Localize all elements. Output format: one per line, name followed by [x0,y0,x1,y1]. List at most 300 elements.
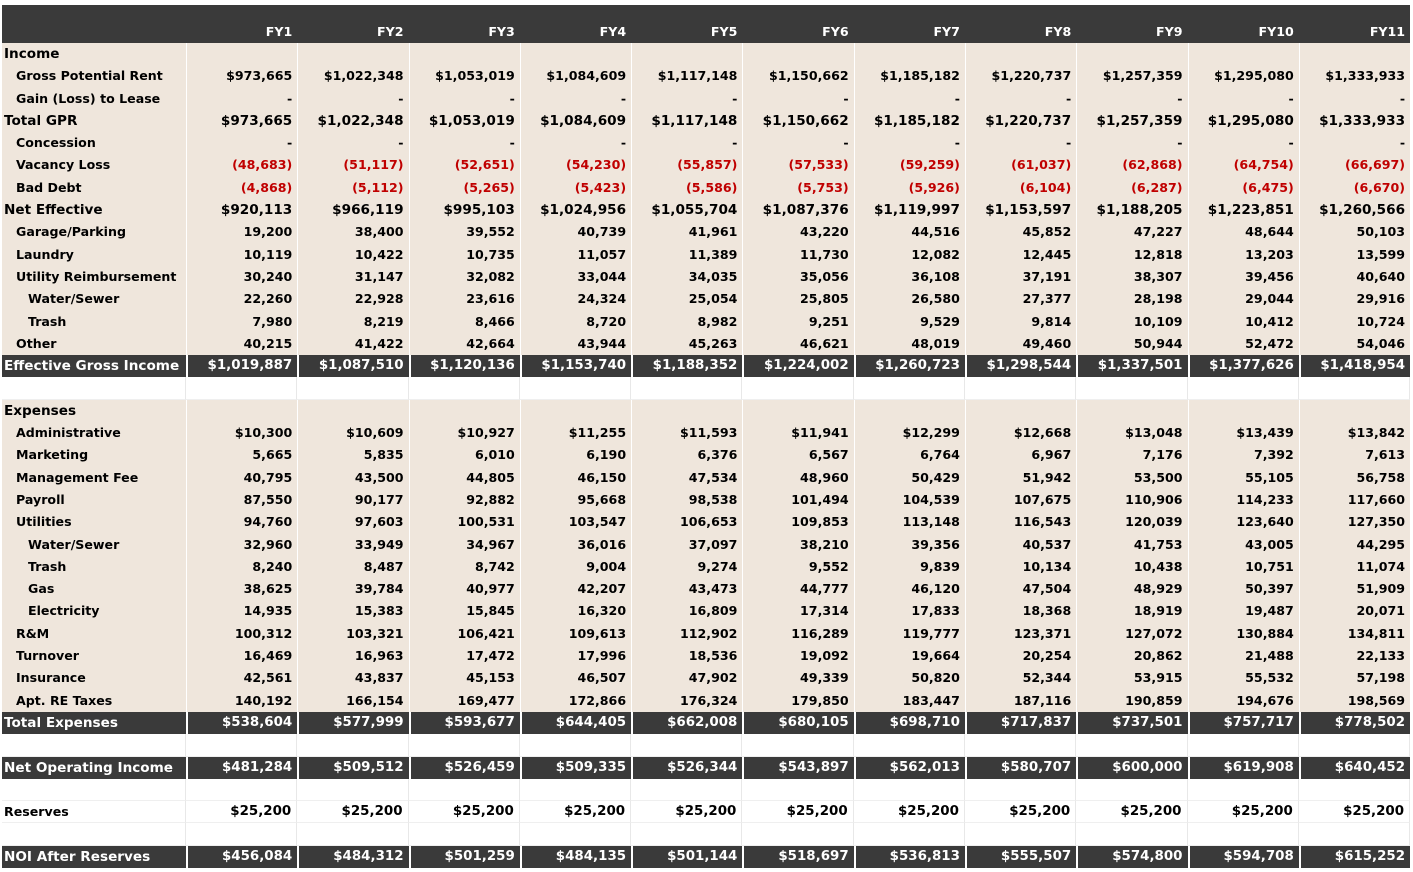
value-cell-fy2[interactable]: $966,119 [297,199,408,221]
value-cell-fy9[interactable]: (6,287) [1076,177,1187,199]
value-cell-fy7[interactable]: 48,019 [854,333,965,355]
value-cell-fy8[interactable]: 40,537 [965,534,1076,556]
value-cell-fy11[interactable]: 57,198 [1299,667,1410,689]
value-cell-fy9[interactable]: 18,919 [1076,600,1187,622]
value-cell-fy8[interactable]: 107,675 [965,489,1076,511]
value-cell-fy2[interactable] [297,43,408,65]
value-cell-fy1[interactable] [186,377,297,399]
value-cell-fy2[interactable]: 41,422 [297,333,408,355]
value-cell-fy1[interactable]: $481,284 [186,757,297,779]
value-cell-fy8[interactable]: 52,344 [965,667,1076,689]
value-cell-fy10[interactable]: (64,754) [1188,154,1299,176]
value-cell-fy8[interactable]: - [965,132,1076,154]
row-label[interactable]: R&M [16,625,50,641]
value-cell-fy6[interactable]: (57,533) [742,154,853,176]
value-cell-fy4[interactable]: 6,190 [520,444,631,466]
value-cell-fy3[interactable]: $593,677 [409,712,520,734]
value-cell-fy6[interactable]: 49,339 [742,667,853,689]
value-cell-fy2[interactable]: 43,500 [297,467,408,489]
value-cell-fy2[interactable]: $25,200 [297,801,408,823]
value-cell-fy1[interactable]: 30,240 [186,266,297,288]
value-cell-fy11[interactable]: 54,046 [1299,333,1410,355]
value-cell-fy1[interactable] [186,400,297,422]
value-cell-fy8[interactable]: 49,460 [965,333,1076,355]
value-cell-fy11[interactable] [1299,400,1410,422]
value-cell-fy4[interactable] [520,823,631,845]
value-cell-fy4[interactable]: 33,044 [520,266,631,288]
value-cell-fy2[interactable] [297,400,408,422]
value-cell-fy11[interactable]: $1,418,954 [1299,355,1410,377]
column-header-fy5[interactable]: FY5 [710,24,738,39]
value-cell-fy6[interactable]: 48,960 [742,467,853,489]
value-cell-fy8[interactable] [965,400,1076,422]
row-label[interactable]: Total Expenses [2,712,186,734]
value-cell-fy2[interactable]: 90,177 [297,489,408,511]
value-cell-fy10[interactable]: - [1188,88,1299,110]
value-cell-fy1[interactable]: $10,300 [186,422,297,444]
value-cell-fy8[interactable]: $1,153,597 [965,199,1076,221]
value-cell-fy2[interactable]: - [297,88,408,110]
value-cell-fy3[interactable]: $1,053,019 [409,65,520,87]
value-cell-fy7[interactable]: 9,529 [854,311,965,333]
value-cell-fy1[interactable]: 7,980 [186,311,297,333]
value-cell-fy10[interactable]: $1,295,080 [1188,110,1299,132]
value-cell-fy7[interactable]: 104,539 [854,489,965,511]
value-cell-fy11[interactable]: $1,333,933 [1299,110,1410,132]
value-cell-fy8[interactable]: 45,852 [965,221,1076,243]
value-cell-fy2[interactable]: 8,487 [297,556,408,578]
value-cell-fy2[interactable]: 10,422 [297,244,408,266]
value-cell-fy8[interactable]: $580,707 [965,757,1076,779]
value-cell-fy1[interactable]: 8,240 [186,556,297,578]
value-cell-fy10[interactable]: 55,532 [1188,667,1299,689]
value-cell-fy5[interactable] [631,734,742,756]
value-cell-fy9[interactable]: 190,859 [1076,690,1187,712]
value-cell-fy11[interactable]: 10,724 [1299,311,1410,333]
value-cell-fy5[interactable]: 45,263 [631,333,742,355]
value-cell-fy9[interactable]: 53,500 [1076,467,1187,489]
value-cell-fy11[interactable]: 7,613 [1299,444,1410,466]
value-cell-fy1[interactable]: 94,760 [186,511,297,533]
value-cell-fy4[interactable]: 42,207 [520,578,631,600]
value-cell-fy2[interactable]: 31,147 [297,266,408,288]
value-cell-fy11[interactable]: 20,071 [1299,600,1410,622]
value-cell-fy10[interactable]: 48,644 [1188,221,1299,243]
value-cell-fy11[interactable]: 56,758 [1299,467,1410,489]
value-cell-fy5[interactable]: $1,117,148 [631,65,742,87]
value-cell-fy10[interactable]: 114,233 [1188,489,1299,511]
value-cell-fy11[interactable]: $640,452 [1299,757,1410,779]
value-cell-fy9[interactable]: 120,039 [1076,511,1187,533]
value-cell-fy3[interactable]: 42,664 [409,333,520,355]
value-cell-fy8[interactable]: 6,967 [965,444,1076,466]
value-cell-fy1[interactable]: 87,550 [186,489,297,511]
value-cell-fy10[interactable] [1188,377,1299,399]
value-cell-fy6[interactable]: 11,730 [742,244,853,266]
value-cell-fy2[interactable]: 8,219 [297,311,408,333]
value-cell-fy4[interactable]: 17,996 [520,645,631,667]
value-cell-fy8[interactable]: (6,104) [965,177,1076,199]
row-label[interactable]: Concession [16,135,96,151]
value-cell-fy1[interactable] [186,779,297,801]
row-label[interactable]: Other [16,335,57,351]
value-cell-fy9[interactable]: 10,109 [1076,311,1187,333]
value-cell-fy5[interactable]: 6,376 [631,444,742,466]
row-label[interactable]: Gross Potential Rent [16,68,163,84]
value-cell-fy5[interactable] [631,779,742,801]
value-cell-fy5[interactable]: - [631,88,742,110]
value-cell-fy11[interactable]: (6,670) [1299,177,1410,199]
value-cell-fy3[interactable]: - [409,88,520,110]
value-cell-fy2[interactable]: 39,784 [297,578,408,600]
value-cell-fy3[interactable]: 32,082 [409,266,520,288]
value-cell-fy5[interactable]: (5,586) [631,177,742,199]
value-cell-fy2[interactable]: $484,312 [297,846,408,868]
value-cell-fy3[interactable]: 44,805 [409,467,520,489]
value-cell-fy4[interactable]: - [520,132,631,154]
value-cell-fy7[interactable]: 44,516 [854,221,965,243]
value-cell-fy7[interactable]: $562,013 [854,757,965,779]
value-cell-fy8[interactable]: $555,507 [965,846,1076,868]
row-label[interactable] [2,377,186,399]
row-label[interactable]: Insurance [16,670,86,686]
value-cell-fy1[interactable]: 42,561 [186,667,297,689]
value-cell-fy3[interactable]: $995,103 [409,199,520,221]
value-cell-fy7[interactable]: 9,839 [854,556,965,578]
value-cell-fy7[interactable]: - [854,132,965,154]
value-cell-fy11[interactable] [1299,779,1410,801]
row-label[interactable]: Water/Sewer [28,291,120,307]
value-cell-fy8[interactable]: 12,445 [965,244,1076,266]
value-cell-fy5[interactable] [631,823,742,845]
value-cell-fy8[interactable]: 18,368 [965,600,1076,622]
row-label[interactable]: Payroll [16,491,65,507]
value-cell-fy5[interactable]: 16,809 [631,600,742,622]
value-cell-fy3[interactable]: (52,651) [409,154,520,176]
value-cell-fy8[interactable]: 9,814 [965,311,1076,333]
value-cell-fy1[interactable] [186,734,297,756]
value-cell-fy5[interactable]: (55,857) [631,154,742,176]
value-cell-fy8[interactable]: $12,668 [965,422,1076,444]
value-cell-fy4[interactable]: 109,613 [520,623,631,645]
row-label[interactable]: Administrative [16,425,121,441]
value-cell-fy7[interactable] [854,377,965,399]
value-cell-fy7[interactable] [854,734,965,756]
value-cell-fy4[interactable]: - [520,88,631,110]
value-cell-fy9[interactable]: 48,929 [1076,578,1187,600]
value-cell-fy2[interactable]: 15,383 [297,600,408,622]
value-cell-fy4[interactable]: $509,335 [520,757,631,779]
value-cell-fy9[interactable]: $25,200 [1076,801,1187,823]
value-cell-fy11[interactable]: 198,569 [1299,690,1410,712]
value-cell-fy2[interactable]: 33,949 [297,534,408,556]
value-cell-fy6[interactable]: 38,210 [742,534,853,556]
value-cell-fy4[interactable]: $484,135 [520,846,631,868]
value-cell-fy10[interactable] [1188,779,1299,801]
value-cell-fy1[interactable]: 22,260 [186,288,297,310]
value-cell-fy7[interactable]: (5,926) [854,177,965,199]
value-cell-fy8[interactable]: 116,543 [965,511,1076,533]
value-cell-fy2[interactable]: 16,963 [297,645,408,667]
value-cell-fy1[interactable]: $1,019,887 [186,355,297,377]
value-cell-fy3[interactable]: 10,735 [409,244,520,266]
value-cell-fy1[interactable]: 40,795 [186,467,297,489]
row-label[interactable]: Net Effective [4,202,103,219]
value-cell-fy6[interactable]: $543,897 [742,757,853,779]
value-cell-fy8[interactable]: 27,377 [965,288,1076,310]
value-cell-fy3[interactable] [409,400,520,422]
value-cell-fy3[interactable]: 106,421 [409,623,520,645]
value-cell-fy10[interactable]: 13,203 [1188,244,1299,266]
value-cell-fy3[interactable]: 8,742 [409,556,520,578]
value-cell-fy4[interactable]: $1,153,740 [520,355,631,377]
value-cell-fy11[interactable]: 51,909 [1299,578,1410,600]
row-label[interactable]: Net Operating Income [2,757,186,779]
value-cell-fy3[interactable]: $25,200 [409,801,520,823]
value-cell-fy6[interactable]: 44,777 [742,578,853,600]
value-cell-fy1[interactable]: 5,665 [186,444,297,466]
value-cell-fy2[interactable]: 5,835 [297,444,408,466]
value-cell-fy2[interactable] [297,734,408,756]
row-label[interactable]: Apt. RE Taxes [16,692,113,708]
value-cell-fy2[interactable]: $1,022,348 [297,65,408,87]
value-cell-fy8[interactable]: $25,200 [965,801,1076,823]
column-header-fy11[interactable]: FY11 [1369,24,1406,39]
value-cell-fy3[interactable]: 169,477 [409,690,520,712]
value-cell-fy3[interactable] [409,823,520,845]
value-cell-fy11[interactable]: 11,074 [1299,556,1410,578]
value-cell-fy10[interactable]: $757,717 [1188,712,1299,734]
value-cell-fy7[interactable]: 50,820 [854,667,965,689]
value-cell-fy7[interactable] [854,823,965,845]
value-cell-fy2[interactable]: (51,117) [297,154,408,176]
value-cell-fy8[interactable]: 123,371 [965,623,1076,645]
value-cell-fy3[interactable]: 6,010 [409,444,520,466]
value-cell-fy3[interactable]: $526,459 [409,757,520,779]
value-cell-fy5[interactable]: $11,593 [631,422,742,444]
value-cell-fy7[interactable]: (59,259) [854,154,965,176]
value-cell-fy3[interactable]: 39,552 [409,221,520,243]
value-cell-fy3[interactable]: 100,531 [409,511,520,533]
value-cell-fy10[interactable]: (6,475) [1188,177,1299,199]
value-cell-fy10[interactable]: 194,676 [1188,690,1299,712]
value-cell-fy10[interactable]: 43,005 [1188,534,1299,556]
value-cell-fy1[interactable]: (4,868) [186,177,297,199]
value-cell-fy1[interactable]: 14,935 [186,600,297,622]
value-cell-fy9[interactable]: - [1076,88,1187,110]
column-header-fy8[interactable]: FY8 [1044,24,1072,39]
value-cell-fy10[interactable]: $619,908 [1188,757,1299,779]
row-label[interactable]: Laundry [16,246,74,262]
value-cell-fy9[interactable]: $737,501 [1076,712,1187,734]
value-cell-fy2[interactable]: $10,609 [297,422,408,444]
value-cell-fy6[interactable] [742,377,853,399]
value-cell-fy3[interactable]: 34,967 [409,534,520,556]
value-cell-fy4[interactable] [520,734,631,756]
value-cell-fy5[interactable]: 41,961 [631,221,742,243]
value-cell-fy8[interactable]: 47,504 [965,578,1076,600]
row-label[interactable]: Utility Reimbursement [16,268,177,284]
value-cell-fy4[interactable]: 40,739 [520,221,631,243]
value-cell-fy9[interactable]: (62,868) [1076,154,1187,176]
value-cell-fy11[interactable]: $13,842 [1299,422,1410,444]
value-cell-fy10[interactable] [1188,43,1299,65]
value-cell-fy6[interactable] [742,823,853,845]
value-cell-fy7[interactable] [854,779,965,801]
row-label[interactable]: Total GPR [4,112,78,129]
value-cell-fy6[interactable]: 35,056 [742,266,853,288]
row-label[interactable]: Expenses [4,402,77,419]
value-cell-fy5[interactable]: $526,344 [631,757,742,779]
value-cell-fy7[interactable]: 17,833 [854,600,965,622]
value-cell-fy4[interactable]: $11,255 [520,422,631,444]
column-header-fy4[interactable]: FY4 [599,24,627,39]
value-cell-fy3[interactable] [409,377,520,399]
value-cell-fy2[interactable]: 97,603 [297,511,408,533]
value-cell-fy9[interactable]: $574,800 [1076,846,1187,868]
value-cell-fy3[interactable]: $501,259 [409,846,520,868]
value-cell-fy10[interactable]: $1,223,851 [1188,199,1299,221]
value-cell-fy4[interactable]: 9,004 [520,556,631,578]
value-cell-fy11[interactable] [1299,43,1410,65]
value-cell-fy1[interactable] [186,43,297,65]
row-label[interactable]: Management Fee [16,469,139,485]
value-cell-fy2[interactable]: 43,837 [297,667,408,689]
value-cell-fy2[interactable]: 166,154 [297,690,408,712]
row-label[interactable]: Gas [28,581,55,597]
row-label[interactable]: Turnover [16,648,79,664]
value-cell-fy4[interactable]: (54,230) [520,154,631,176]
value-cell-fy4[interactable]: 172,866 [520,690,631,712]
row-label[interactable]: Utilities [16,514,72,530]
value-cell-fy8[interactable] [965,734,1076,756]
value-cell-fy10[interactable]: 29,044 [1188,288,1299,310]
value-cell-fy8[interactable]: $717,837 [965,712,1076,734]
value-cell-fy8[interactable]: 10,134 [965,556,1076,578]
value-cell-fy1[interactable]: $920,113 [186,199,297,221]
value-cell-fy6[interactable]: 116,289 [742,623,853,645]
row-label[interactable]: NOI After Reserves [2,846,186,868]
value-cell-fy6[interactable]: $1,150,662 [742,110,853,132]
value-cell-fy11[interactable]: $778,502 [1299,712,1410,734]
value-cell-fy1[interactable] [186,823,297,845]
value-cell-fy7[interactable]: $1,119,997 [854,199,965,221]
value-cell-fy3[interactable]: $10,927 [409,422,520,444]
value-cell-fy4[interactable]: $1,084,609 [520,110,631,132]
value-cell-fy3[interactable]: - [409,132,520,154]
value-cell-fy5[interactable]: 47,534 [631,467,742,489]
value-cell-fy6[interactable]: $518,697 [742,846,853,868]
value-cell-fy6[interactable]: $1,087,376 [742,199,853,221]
value-cell-fy1[interactable]: 10,119 [186,244,297,266]
value-cell-fy6[interactable] [742,43,853,65]
value-cell-fy10[interactable]: $594,708 [1188,846,1299,868]
value-cell-fy9[interactable]: - [1076,132,1187,154]
value-cell-fy10[interactable]: 10,412 [1188,311,1299,333]
value-cell-fy11[interactable]: 50,103 [1299,221,1410,243]
value-cell-fy6[interactable]: 19,092 [742,645,853,667]
row-label[interactable]: Marketing [16,447,89,463]
header-corner-cell[interactable] [2,5,186,43]
value-cell-fy9[interactable]: 10,438 [1076,556,1187,578]
value-cell-fy1[interactable]: 38,625 [186,578,297,600]
row-label[interactable]: Electricity [28,603,100,619]
value-cell-fy3[interactable] [409,734,520,756]
value-cell-fy7[interactable]: 46,120 [854,578,965,600]
value-cell-fy2[interactable]: $1,022,348 [297,110,408,132]
value-cell-fy1[interactable]: (48,683) [186,154,297,176]
value-cell-fy10[interactable]: 52,472 [1188,333,1299,355]
value-cell-fy4[interactable]: (5,423) [520,177,631,199]
value-cell-fy5[interactable]: $1,055,704 [631,199,742,221]
row-label[interactable]: Garage/Parking [16,224,126,240]
value-cell-fy9[interactable] [1076,400,1187,422]
value-cell-fy8[interactable]: $1,220,737 [965,65,1076,87]
value-cell-fy4[interactable]: $1,024,956 [520,199,631,221]
value-cell-fy8[interactable] [965,377,1076,399]
value-cell-fy1[interactable]: $25,200 [186,801,297,823]
value-cell-fy6[interactable]: 43,220 [742,221,853,243]
value-cell-fy6[interactable]: - [742,88,853,110]
value-cell-fy5[interactable]: 37,097 [631,534,742,556]
value-cell-fy3[interactable]: 92,882 [409,489,520,511]
value-cell-fy10[interactable]: $1,295,080 [1188,65,1299,87]
value-cell-fy2[interactable]: 38,400 [297,221,408,243]
value-cell-fy5[interactable]: 98,538 [631,489,742,511]
value-cell-fy6[interactable]: 6,567 [742,444,853,466]
value-cell-fy2[interactable]: $1,087,510 [297,355,408,377]
row-label[interactable] [2,823,186,845]
value-cell-fy8[interactable] [965,43,1076,65]
value-cell-fy6[interactable]: 46,621 [742,333,853,355]
value-cell-fy5[interactable]: - [631,132,742,154]
value-cell-fy11[interactable]: 22,133 [1299,645,1410,667]
value-cell-fy10[interactable]: 123,640 [1188,511,1299,533]
value-cell-fy4[interactable]: 36,016 [520,534,631,556]
row-label[interactable]: Gain (Loss) to Lease [16,90,161,106]
value-cell-fy9[interactable]: 127,072 [1076,623,1187,645]
value-cell-fy9[interactable]: 7,176 [1076,444,1187,466]
value-cell-fy4[interactable]: 46,507 [520,667,631,689]
value-cell-fy5[interactable]: 34,035 [631,266,742,288]
value-cell-fy9[interactable] [1076,823,1187,845]
value-cell-fy7[interactable]: $1,260,723 [854,355,965,377]
value-cell-fy8[interactable]: $1,220,737 [965,110,1076,132]
value-cell-fy8[interactable]: (61,037) [965,154,1076,176]
value-cell-fy6[interactable]: $680,105 [742,712,853,734]
value-cell-fy7[interactable]: $536,813 [854,846,965,868]
value-cell-fy4[interactable] [520,43,631,65]
value-cell-fy1[interactable]: - [186,132,297,154]
value-cell-fy3[interactable]: (5,265) [409,177,520,199]
value-cell-fy7[interactable]: 36,108 [854,266,965,288]
value-cell-fy2[interactable]: (5,112) [297,177,408,199]
value-cell-fy1[interactable]: 140,192 [186,690,297,712]
value-cell-fy11[interactable]: $1,333,933 [1299,65,1410,87]
value-cell-fy10[interactable] [1188,823,1299,845]
value-cell-fy7[interactable]: 19,664 [854,645,965,667]
value-cell-fy6[interactable] [742,779,853,801]
column-header-fy1[interactable]: FY1 [265,24,293,39]
value-cell-fy11[interactable]: 29,916 [1299,288,1410,310]
value-cell-fy9[interactable]: $1,257,359 [1076,110,1187,132]
value-cell-fy11[interactable]: - [1299,88,1410,110]
row-label[interactable]: Water/Sewer [28,536,120,552]
column-header-fy6[interactable]: FY6 [822,24,849,39]
value-cell-fy8[interactable]: 37,191 [965,266,1076,288]
value-cell-fy10[interactable]: 7,392 [1188,444,1299,466]
value-cell-fy5[interactable]: $501,144 [631,846,742,868]
